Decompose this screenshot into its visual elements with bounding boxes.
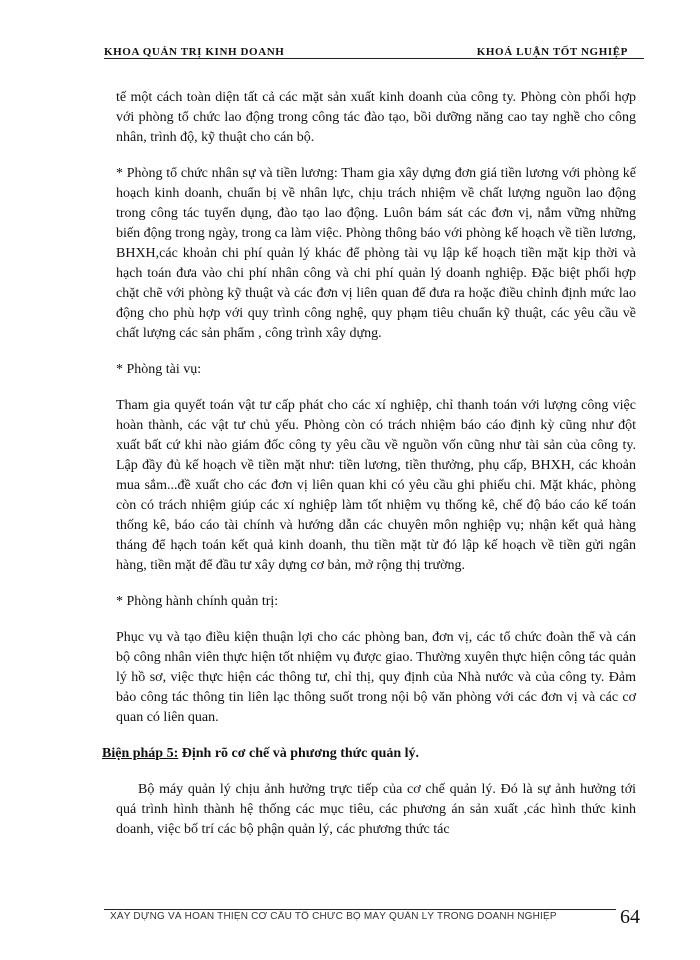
page-number: 64: [620, 906, 640, 928]
header-rule: [104, 58, 644, 59]
page-body: [102, 88, 636, 840]
footer-title: XÂY DỰNG VÀ HOÀN THIỆN CƠ CẤU TỔ CHỨC BỘ MÁY QUẢN LÝ TRONG DOANH NGHIỆP: [110, 911, 557, 922]
section-heading-text: Định rõ cơ chế và phương thức quản lý.: [178, 746, 420, 761]
paragraph-mechanism: Bộ máy quản lý chịu ảnh hưởng trực tiếp của cơ chế quản lý. Đó là sự ảnh hưởng tới quá trình hình thành hệ thống các mục tiêu, các phương án sản xuất ,các hình thức kinh doanh, việc bố trí các bộ phận quản lý, các phương thức tác: [116, 782, 636, 837]
paragraph-continuation: tế một cách toàn diện tất cả các mặt sản xuất kinh doanh của công ty. Phòng còn phối hợp với phòng tổ chức lao động trong công tác đào tạo, bồi dưỡng năng cao tay nghề cho công nhân, trình độ, kỹ thuật cho cán bộ.: [116, 90, 636, 145]
section-heading: [102, 744, 636, 764]
subheading-finance-dept: * Phòng tài vụ:: [116, 362, 202, 377]
page-header: [104, 44, 628, 58]
paragraph-personnel-dept: * Phòng tổ chức nhân sự và tiền lương: Tham gia xây dựng đơn giá tiền lương với phòng kế hoạch kinh doanh, chuẩn bị về nhân lực, chịu trách nhiệm về chất lượng nguồn lao động trong công tác tuyển dụng, đào tạo lao động. Luôn bám sát các đơn vị, nắm vững những biến động trong ngày, trong ca làm việc. Phòng thông báo với phòng kế hoạch về tiền lương, BHXH,các khoản chi phí quản lý khác để phòng tài vụ lập kế hoạch tiền mặt kịp thời và hạch toán đưa vào chi phí nhân công và chi phí quản lý doanh nghiệp. Đặc biệt phối hợp chặt chẽ với phòng kỹ thuật và các đơn vị liên quan để đưa ra hoặc điều chỉnh định mức lao động cho phù hợp với quy trình công nghệ, quy phạm tiêu chuẩn kỹ thuật, các yêu cầu về chất lượng các sản phẩm , công trình xây dựng.: [116, 166, 636, 341]
section-heading-label: Biện pháp 5:: [102, 746, 179, 761]
header-thesis-label: KHOÁ LUẬN TỐT NGHIỆP: [476, 46, 628, 58]
paragraph-finance-dept: Tham gia quyết toán vật tư cấp phát cho các xí nghiệp, chỉ thanh toán với lượng công việc hoàn thành, các vật tư chủ yếu. Phòng còn có trách nhiệm báo cáo định kỳ cũng như đột xuất bất cứ khi nào giám đốc công ty yêu cầu về nguồn vốn cũng như tài sản của công ty. Lập đầy đủ kế hoạch về tiền mặt như: tiền lương, tiền thưởng, phụ cấp, BHXH, các khoản mua sắm...đề xuất cho các đơn vị liên quan khi có yêu cầu ghi phiếu chi. Mặt khác, phòng còn có trách nhiệm giúp các xí nghiệp làm tốt nhiệm vụ thống kê, chế độ báo cáo kế toán thống kê, báo cáo tài chính và hướng dẫn các chuyên môn nghiệp vụ; nhận kết quả hàng tháng để hạch toán kết quả kinh doanh, thu tiền mặt từ đó lập kế hoạch về tiền gửi ngân hàng, tiền mặt để đầu tư xây dựng cơ bản, mở rộng thị trường.: [116, 398, 636, 573]
subheading-admin-dept: * Phòng hành chính quản trị:: [116, 594, 279, 609]
paragraph-admin-dept: Phục vụ và tạo điều kiện thuận lợi cho các phòng ban, đơn vị, các tổ chức đoàn thể và cán bộ công nhân viên thực hiện tốt nhiệm vụ được giao. Thường xuyên thực hiện công tác quản lý hồ sơ, việc thực hiện các thông tư, chỉ thị, quy định của Nhà nước và của công ty. Đảm bảo công tác thông tin liên lạc thông suốt trong nội bộ văn phòng với các đơn vị và các cơ quan có liên quan.: [116, 630, 636, 725]
footer-rule: [104, 909, 616, 910]
header-faculty: KHOA QUẢN TRỊ KINH DOANH: [104, 46, 285, 58]
